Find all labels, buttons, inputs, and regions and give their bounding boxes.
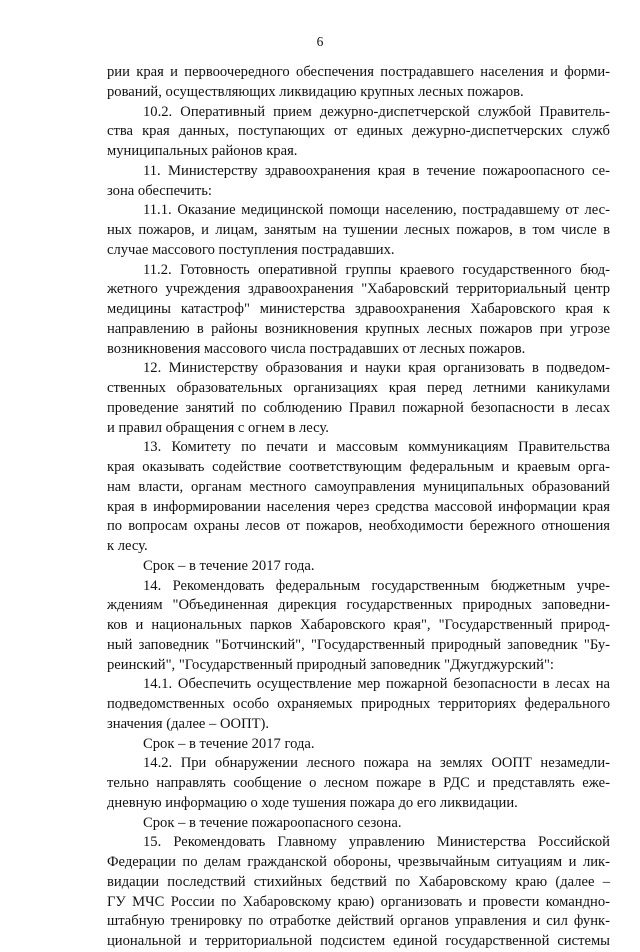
text-line: 14.1. Обеспечить осуществление мер пожарной безопасности в лесах на: [143, 676, 610, 693]
text-line: тельно направлять сообщение о лесном пожаре в РДС и представлять еже-: [107, 775, 610, 791]
text-line: нам власти, органам местного самоуправления муниципальных образований: [107, 478, 610, 495]
text-line: рований, осуществляющих ликвидацию крупных лесных пожаров.: [107, 83, 524, 100]
text-line: дневную информацию о ходе тушения пожара до его ликвидации.: [107, 794, 518, 811]
text-line: направлению в районы возникновения крупных лесных пожаров при угрозе: [107, 320, 610, 337]
text-line: края в информировании населения через средства массовой информации края: [107, 498, 610, 515]
text-line: ственных образовательных организациях края перед летними каникулами: [107, 380, 610, 396]
text-line: 15. Рекомендовать Главному управлению Министерства Российской: [143, 834, 610, 851]
text-line: муниципальных районов края.: [107, 143, 298, 159]
text-line: рии края и первоочередного обеспечения пострадавшего населения и форми-: [107, 64, 610, 80]
text-line: проведение занятий по соблюдению Правил пожарной безопасности в лесах: [107, 399, 610, 416]
text-line: 11. Министерству здравоохранения края в течение пожароопасного се-: [143, 162, 610, 179]
text-line: 11.1. Оказание медицинской помощи населению, пострадавшему от лес-: [143, 202, 610, 219]
text-line: 14. Рекомендовать федеральным государственным бюджетным учре-: [143, 577, 610, 594]
text-line: ных пожаров, и лицам, занятым на тушении лесных пожаров, в том числе в: [107, 222, 610, 238]
text-line: Федерации по делам гражданской обороны, чрезвычайным ситуациям и лик-: [107, 854, 610, 870]
text-line: 13. Комитету по печати и массовым коммуникациям Правительства: [143, 439, 610, 456]
text-line: Срок – в течение пожароопасного сезона.: [143, 814, 402, 831]
text-line: ный заповедник "Ботчинский", "Государственный природный заповедник "Бу-: [107, 636, 610, 653]
text-line: Срок – в течение 2017 года.: [143, 735, 315, 752]
text-line: случае массового поступления пострадавших.: [107, 241, 395, 258]
text-line: ков и национальных парков Хабаровского края", "Государственный природ-: [107, 617, 610, 633]
document-body: [107, 63, 610, 952]
text-line: циональной и территориальной подсистем единой государственной системы: [107, 933, 610, 949]
text-line: 11.2. Готовность оперативной группы краевого государственного бюд-: [143, 261, 610, 278]
text-line: ждениям "Объединенная дирекция государственных природных заповедни-: [107, 597, 610, 614]
text-line: по вопросам охраны лесов от пожаров, необходимости бережного отношения: [107, 518, 610, 535]
text-line: к лесу.: [107, 538, 148, 554]
text-line: реинский", "Государственный природный заповедник "Джугджурский":: [107, 656, 554, 673]
text-line: медицины катастроф" министерства здравоохранения Хабаровского края к: [107, 301, 610, 317]
text-line: ства края данных, поступающих от единых дежурно-диспетчерских служб: [107, 123, 610, 140]
text-line: значения (далее – ООПТ).: [107, 715, 270, 732]
text-line: зона обеспечить:: [107, 182, 212, 199]
text-line: жетного учреждения здравоохранения "Хабаровский территориальный центр: [107, 281, 610, 298]
text-line: 10.2. Оперативный прием дежурно-диспетчерской службой Правитель-: [143, 103, 610, 120]
text-line: и правил обращения с огнем в лесу.: [107, 419, 329, 436]
text-line: ГУ МЧС России по Хабаровскому краю) организовать и провести командно-: [107, 893, 610, 910]
text-line: 12. Министерству образования и науки края организовать в подведом-: [143, 360, 610, 377]
text-line: края оказывать содействие соответствующим федеральным и краевым орга-: [107, 459, 610, 475]
text-line: видации последствий стихийных бедствий по Хабаровскому краю (далее –: [107, 873, 610, 890]
text-line: Срок – в течение 2017 года.: [143, 557, 315, 574]
page-number: 6: [316, 34, 324, 49]
text-line: подведомственных особо охраняемых природных территориях федерального: [107, 696, 610, 712]
text-line: штабную тренировку по отработке действий органов управления и сил функ-: [107, 913, 610, 930]
text-line: 14.2. При обнаружении лесного пожара на землях ООПТ незамедли-: [143, 755, 610, 772]
text-line: возникновения массового числа пострадавших от лесных пожаров.: [107, 340, 526, 357]
